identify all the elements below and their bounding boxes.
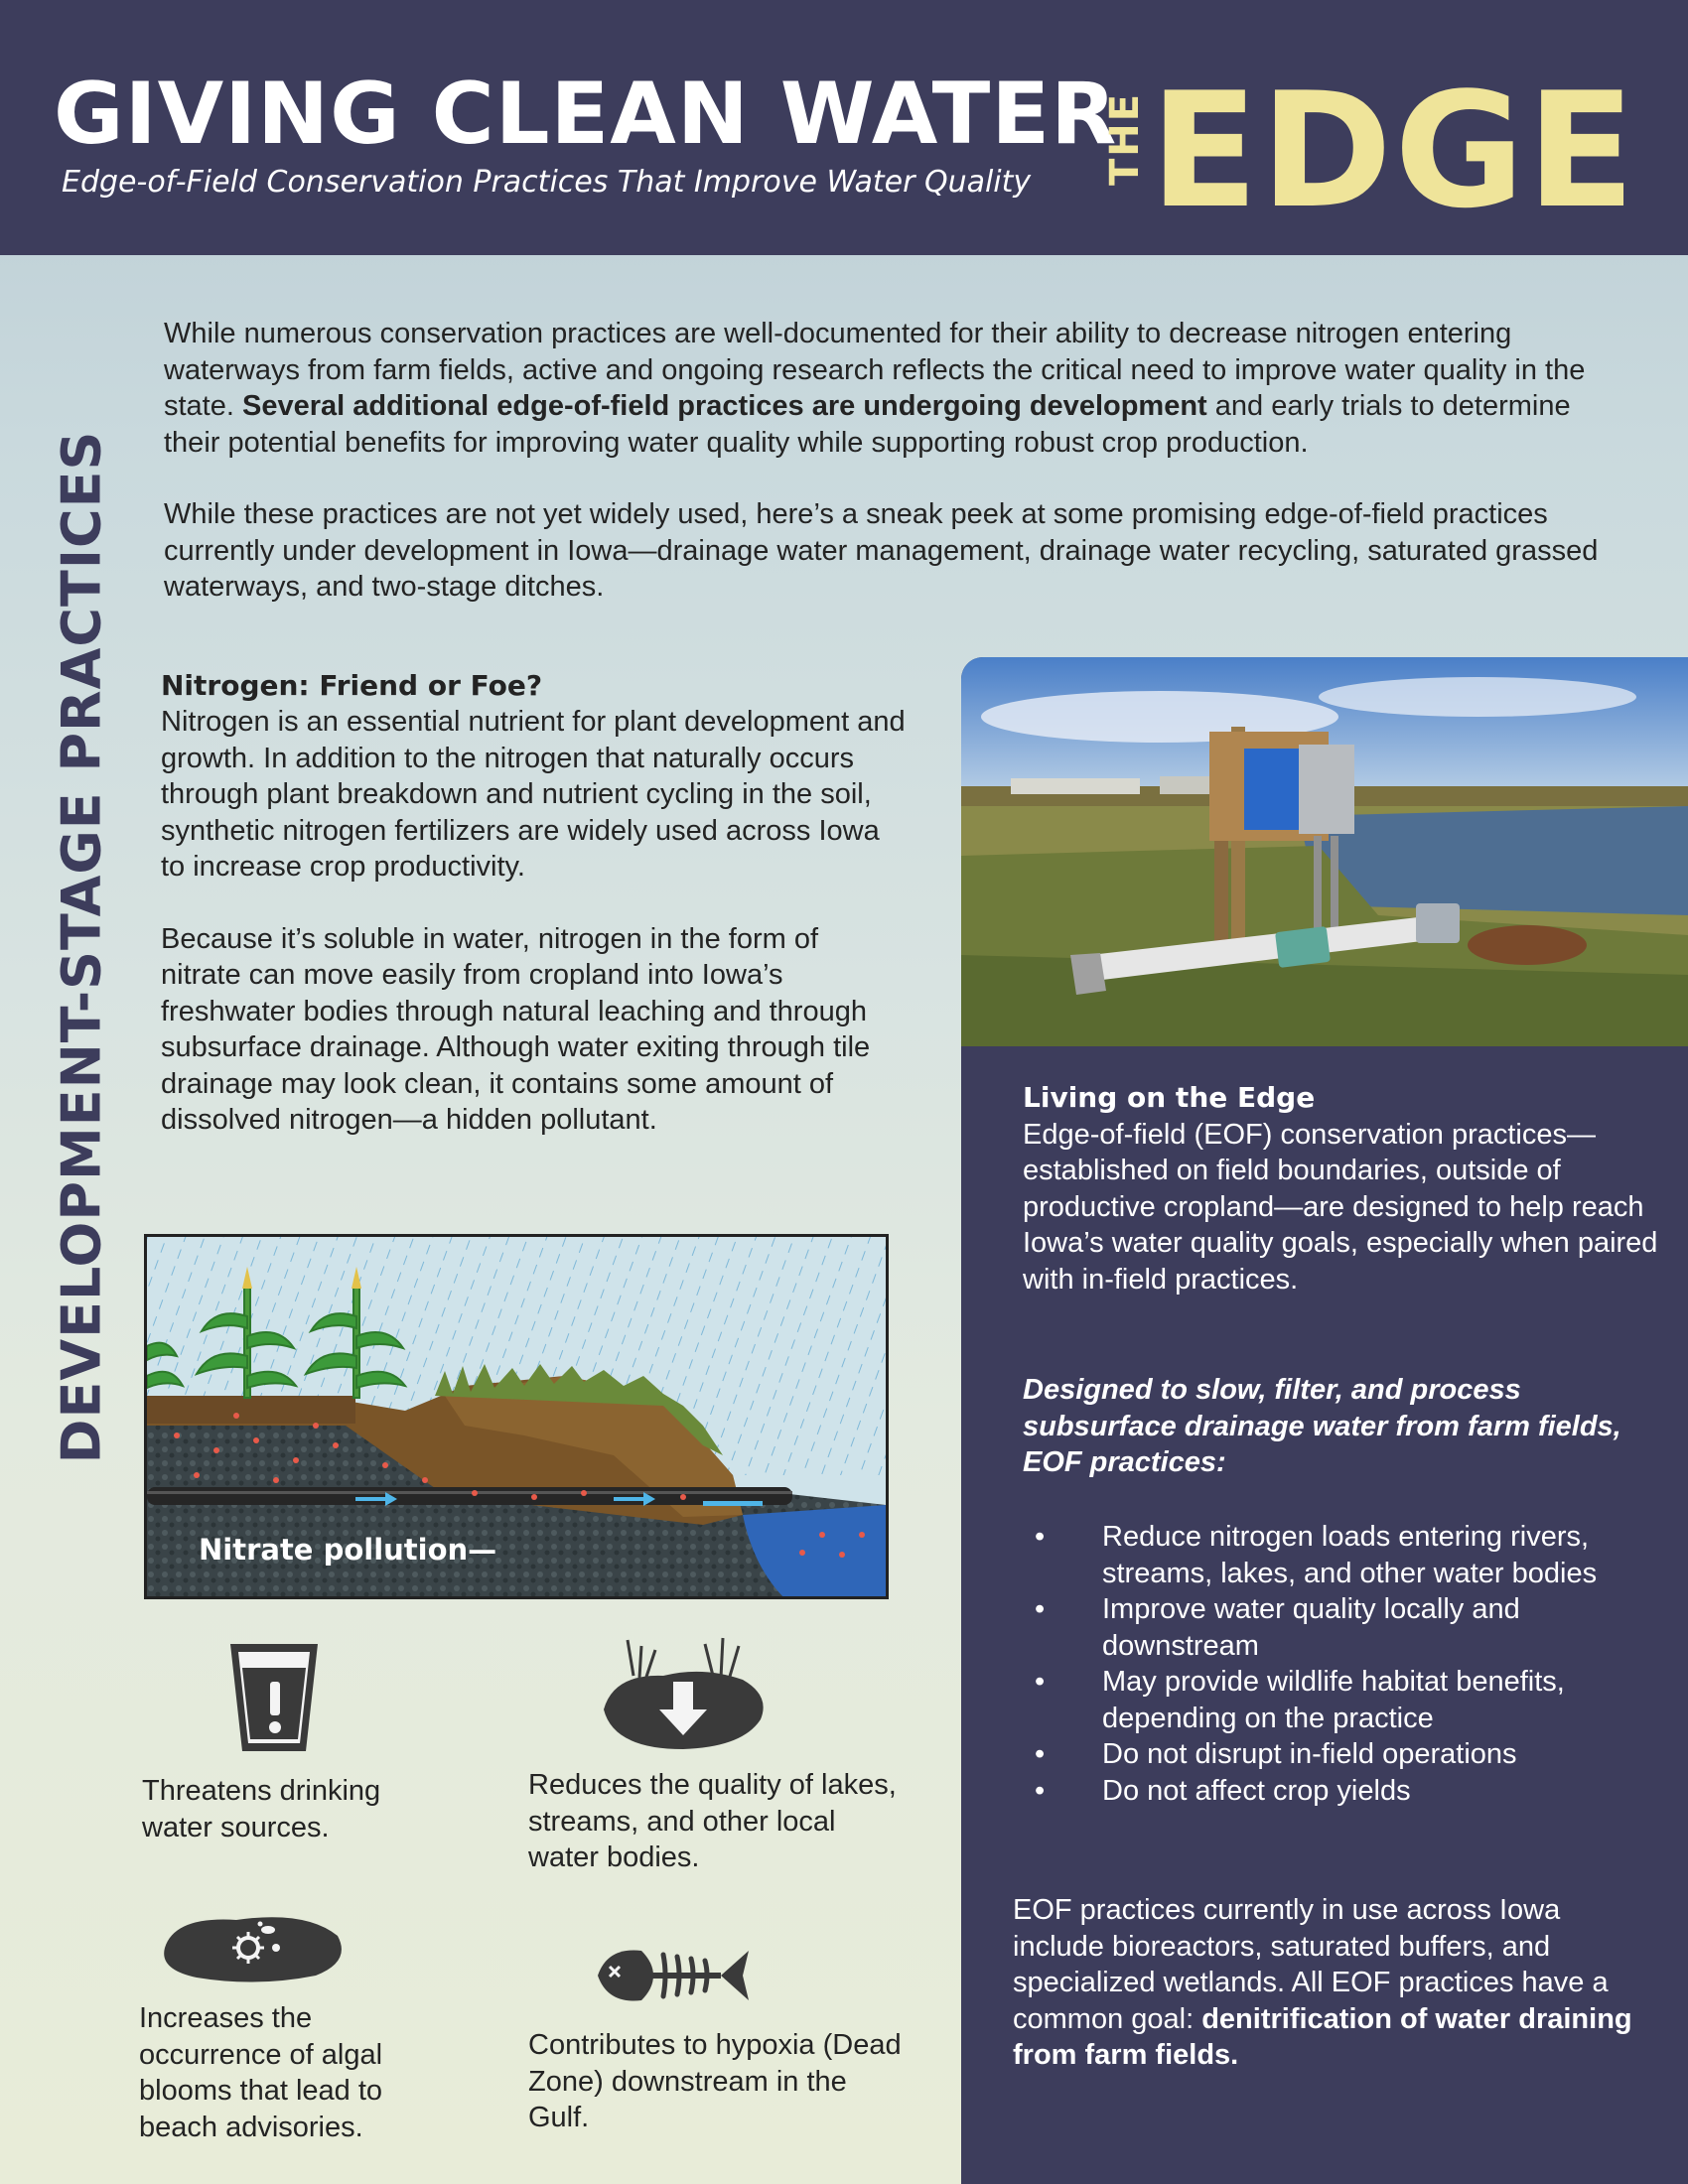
list-item: • Do not affect crop yields <box>1035 1773 1660 1810</box>
living-edge-heading: Living on the Edge <box>1023 1081 1316 1114</box>
edge-logo-word: EDGE <box>1150 58 1637 243</box>
drainage-control-structure-photo <box>961 657 1688 1046</box>
list-item: • Reduce nitrogen loads entering rivers, streams, lakes, and other water bodies <box>1035 1519 1660 1591</box>
page-title: GIVING CLEAN WATER <box>54 65 1118 164</box>
eof-benefits-list <box>1035 1519 1660 1809</box>
water-body-decline-icon <box>594 1636 773 1753</box>
list-item: • Do not disrupt in-field operations <box>1035 1736 1660 1773</box>
fish-skeleton-icon <box>594 1941 753 2010</box>
nitrogen-paragraph-1: Nitrogen is an essential nutrient for plant development and growth. In addition to the nitrogen that naturally occurs through plant breakdown and nutrient cycling in the soil, synthetic nitrogen fertilizers are widely used across Iowa to increase crop productivity. <box>161 706 906 883</box>
eof-purpose-statement: Designed to slow, filter, and process subsurface drainage water from farm fields, EOF practices: <box>1023 1374 1621 1478</box>
intro-paragraph-1: While numerous conservation practices are well-documented for their ability to decrease nitrogen entering waterways from farm fields, active and ongoing research reflects the critical need to improve water quality in the state. Several additional edge-of-field practices are undergoing development and early trials to determine their potential benefits for improving water quality while supporting robust crop production. <box>164 318 1586 459</box>
drinking-water-warning-icon <box>226 1640 322 1755</box>
side-section-title: DEVELOPMENT-STAGE PRACTICES <box>50 430 113 1464</box>
list-item: • May provide wildlife habitat benefits, depending on the practice <box>1035 1664 1660 1736</box>
nitrate-pollution-diagram <box>144 1234 889 1599</box>
eof-current-practices: EOF practices currently in use across Iowa include bioreactors, saturated buffers, and specialized wetlands. All EOF practices have a common goal: denitrification of water draining from farm fields. <box>1013 1894 1632 2071</box>
header-banner <box>0 0 1688 255</box>
edge-logo-the: THE <box>1102 91 1148 187</box>
impact-water-bodies: Reduces the quality of lakes, streams, and other local water bodies. <box>528 1769 897 1873</box>
living-edge-section <box>1023 1080 1658 1297</box>
intro-text <box>164 316 1614 641</box>
nitrogen-paragraph-2: Because it’s soluble in water, nitrogen in the form of nitrate can move easily from cropland into Iowa’s freshwater bodies through natural leaching and through subsurface drainage. Although water exiting through tile drainage may look clean, it contains some amount of dissolved nitrogen—a hidden pollutant. <box>161 922 871 1136</box>
impact-algal-blooms: Increases the occurrence of algal blooms that lead to beach advisories. <box>139 2002 383 2143</box>
list-item: • Improve water quality locally and downstream <box>1035 1591 1660 1664</box>
intro-paragraph-2: While these practices are not yet widely used, here’s a sneak peek at some promising edge-of-field practices currently under development in Iowa—drainage water management, drainage water recycling, saturated grassed waterways, and two-stage ditches. <box>164 498 1599 603</box>
nitrogen-heading: Nitrogen: Friend or Foe? <box>161 669 543 702</box>
algal-bloom-icon <box>157 1906 348 1985</box>
impact-drinking-water: Threatens drinking water sources. <box>142 1775 381 1843</box>
living-on-edge-panel <box>961 657 1688 2184</box>
diagram-caption: Nitrate pollution— <box>199 1533 497 1567</box>
living-edge-body: Edge-of-field (EOF) conservation practices—established on field boundaries, outside of productive cropland—are designed to help reach Iowa’s water quality goals, especially when paired with in-field practices. <box>1023 1118 1658 1296</box>
page-subtitle: Edge-of-Field Conservation Practices That Improve Water Quality <box>62 165 1032 200</box>
nitrogen-section <box>161 668 906 1174</box>
impact-hypoxia: Contributes to hypoxia (Dead Zone) downstream in the Gulf. <box>528 2029 902 2133</box>
